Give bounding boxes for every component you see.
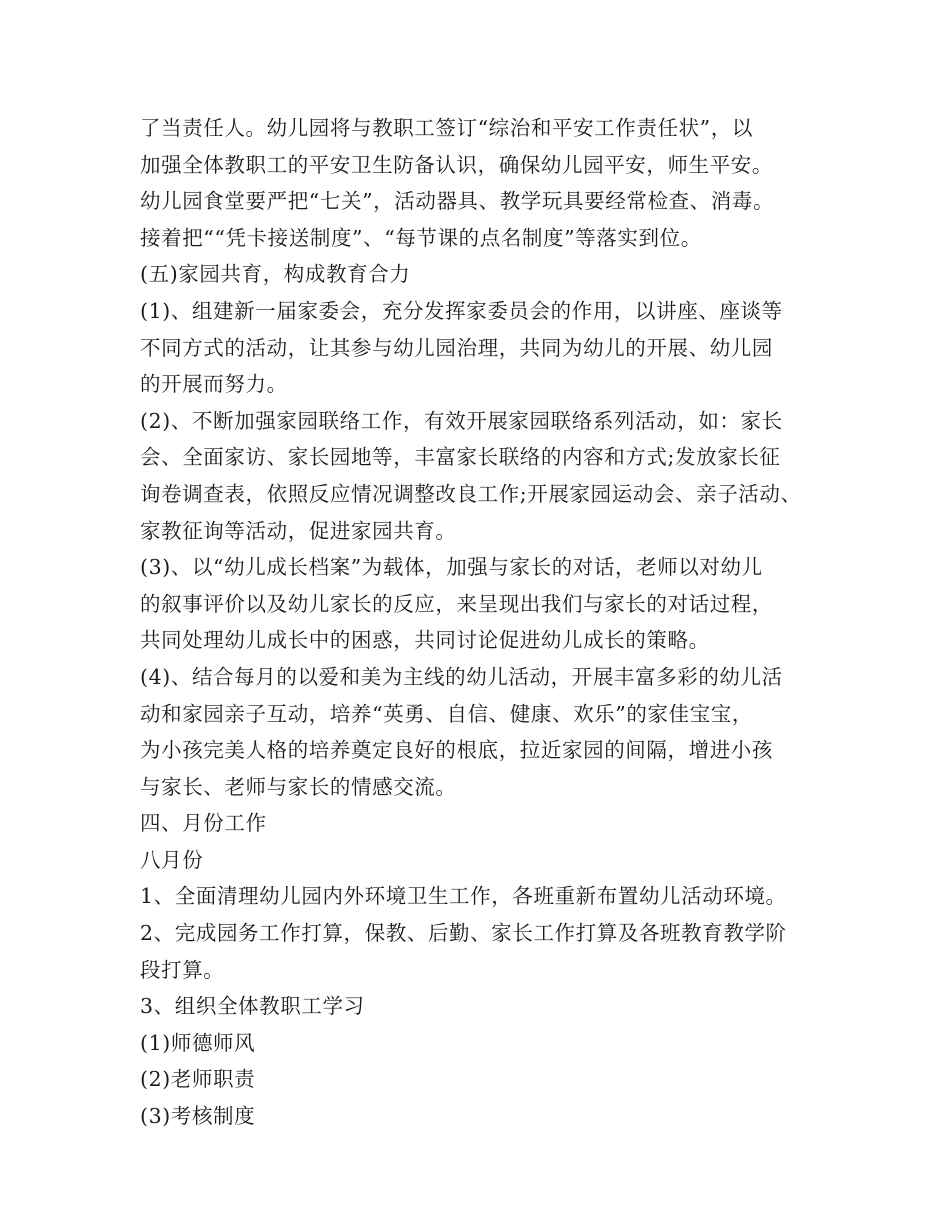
section-heading: (五)家园共育，构成教育合力 xyxy=(140,262,411,287)
list-item: (1)师德师风 xyxy=(140,1030,256,1055)
text-line: (4)、结合每月的以爱和美为主线的幼儿活动，开展丰富多彩的幼儿活 xyxy=(140,664,783,689)
text-line: 的开展而努力。 xyxy=(140,372,288,397)
text-line: 段打算。 xyxy=(140,957,225,982)
text-line: 1、全面清理幼儿园内外环境卫生工作，各班重新布置幼儿活动环境。 xyxy=(140,884,787,909)
section-heading: 四、月份工作 xyxy=(140,811,267,836)
list-item: (3)考核制度 xyxy=(140,1104,256,1129)
text-line: 的叙事评价以及幼儿家长的反应，来呈现出我们与家长的对话过程， xyxy=(140,591,773,616)
text-line: 加强全体教职工的平安卫生防备认识，确保幼儿园平安，师生平安。 xyxy=(140,152,773,177)
text-line: 2、完成园务工作打算，保教、后勤、家长工作打算及各班教育教学阶 xyxy=(140,921,787,946)
text-line: 不同方式的活动，让其参与幼儿园治理，共同为幼儿的开展、幼儿园 xyxy=(140,335,773,360)
text-line: 共同处理幼儿成长中的困惑，共同讨论促进幼儿成长的策略。 xyxy=(140,628,710,653)
text-line: 3、组织全体教职工学习 xyxy=(140,994,365,1019)
month-heading: 八月份 xyxy=(140,847,204,872)
list-item: (2)老师职责 xyxy=(140,1067,256,1092)
text-line: 家教征询等活动，促进家园共育。 xyxy=(140,518,457,543)
text-line: (3)、以“幼儿成长档案”为载体，加强与家长的对话，老师以对幼儿 xyxy=(140,555,763,580)
text-line: 询卷调查表，依照反应情况调整改良工作;开展家园运动会、亲子活动、 xyxy=(140,481,802,506)
text-line: 了当责任人。幼儿园将与教职工签订“综治和平安工作责任状”，以 xyxy=(140,116,753,140)
text-line: 会、全面家访、家长园地等，丰富家长联络的内容和方式;发放家长征 xyxy=(140,445,781,470)
text-line: 接着把““凭卡接送制度”、“每节课的点名制度”等落实到位。 xyxy=(140,225,702,250)
text-line: (1)、组建新一届家委会，充分发挥家委员会的作用，以讲座、座谈等 xyxy=(140,298,783,323)
document-body xyxy=(140,110,840,1135)
text-line: 幼儿园食堂要严把“七关”，活动器具、教学玩具要经常检查、消毒。 xyxy=(140,189,775,214)
text-line: (2)、不断加强家园联络工作，有效开展家园联络系列活动，如：家长 xyxy=(140,408,783,433)
text-line: 动和家园亲子互动，培养“英勇、自信、健康、欢乐”的家佳宝宝， xyxy=(140,701,753,726)
text-line: 与家长、老师与家长的情感交流。 xyxy=(140,774,457,799)
text-line: 为小孩完美人格的培养奠定良好的根底，拉近家园的间隔，增进小孩 xyxy=(140,738,773,763)
